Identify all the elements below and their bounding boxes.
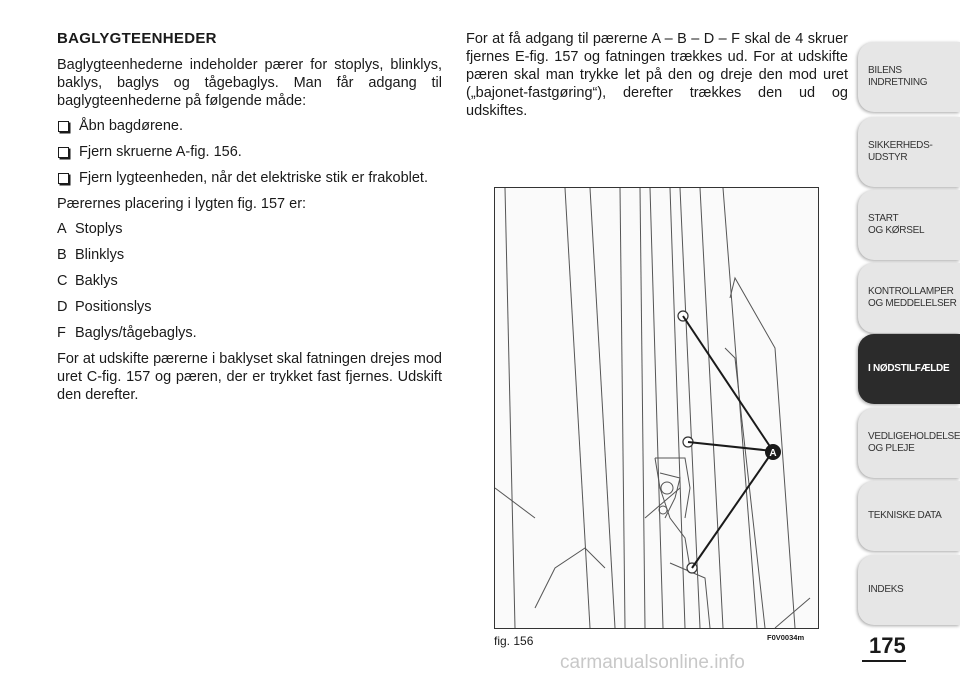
tab-tekniske-data[interactable] bbox=[858, 481, 960, 551]
tab-label-line: I NØDSTILFÆLDE bbox=[868, 363, 950, 374]
callout-label: A bbox=[769, 448, 777, 459]
legend-key: B bbox=[57, 247, 67, 263]
legend-key: D bbox=[57, 299, 68, 315]
tab-indeks[interactable] bbox=[858, 555, 960, 625]
right-column bbox=[466, 30, 848, 120]
legend-label: Positionslys bbox=[75, 299, 152, 315]
tab-label-line: BILENS bbox=[868, 65, 902, 76]
legend-item bbox=[57, 272, 442, 290]
step-text: Fjern skruerne A-fig. 156. bbox=[79, 144, 242, 160]
access-paragraph: For at få adgang til pærerne A – B – D – F skal de 4 skruer fjernes E-fig. 157 og fatningen trækkes ud. For at udskifte pæren skal man trykke let på den og dreje den mod uret („bajonet-fastgøring“), derefter trækkes den ud og udskiftes. bbox=[466, 31, 848, 119]
tab-label-line: VEDLIGEHOLDELSE bbox=[868, 431, 960, 442]
legend-item bbox=[57, 324, 442, 342]
checkbox-bullet-icon bbox=[58, 121, 69, 132]
page-number: 175 bbox=[869, 633, 906, 658]
figure-156-illustration bbox=[494, 187, 819, 629]
placement-intro: Pærernes placering i lygten fig. 157 er: bbox=[57, 196, 307, 212]
watermark: carmanualsonline.info bbox=[560, 652, 745, 673]
tab-sikkerhedsudstyr[interactable] bbox=[858, 117, 960, 187]
tab-label-line: START bbox=[868, 213, 899, 224]
section-heading: BAGLYGTEENHEDER bbox=[57, 30, 217, 47]
intro-paragraph: Baglygteenhederne indeholder pærer for stoplys, blinklys, baklys, baglys og tågebaglys. Man får adgang til baglygteenhederne på følgende måde: bbox=[57, 57, 442, 109]
tab-label-line: INDEKS bbox=[868, 584, 904, 595]
tab-bilens-indretning[interactable] bbox=[858, 42, 960, 112]
legend-label: Baglys/tågebaglys. bbox=[75, 325, 197, 341]
callout-lines bbox=[683, 316, 773, 568]
checkbox-bullet-icon bbox=[58, 147, 69, 158]
tab-label-line: OG MEDDELELSER bbox=[868, 298, 957, 309]
chapter-tabs bbox=[858, 0, 960, 677]
tab-label-line: INDRETNING bbox=[868, 77, 928, 88]
tab-label-line: OG KØRSEL bbox=[868, 225, 925, 236]
legend-label: Stoplys bbox=[75, 221, 123, 237]
step-item bbox=[57, 169, 442, 187]
legend-key: A bbox=[57, 221, 67, 237]
tab-label-line: UDSTYR bbox=[868, 152, 908, 163]
left-column bbox=[57, 30, 442, 411]
tab-kontrollamper[interactable] bbox=[858, 263, 960, 333]
legend-label: Blinklys bbox=[75, 247, 125, 263]
tab-i-nodstilfaelde[interactable] bbox=[858, 334, 960, 404]
step-item bbox=[57, 143, 442, 161]
step-text: Åbn bagdørene. bbox=[79, 118, 183, 134]
legend-item bbox=[57, 220, 442, 238]
door-hinge-drawing bbox=[495, 188, 818, 628]
step-text: Fjern lygteenheden, når det elektriske stik er frakoblet. bbox=[79, 170, 428, 186]
step-item bbox=[57, 117, 442, 135]
legend-key: C bbox=[57, 273, 68, 289]
tab-label-line: SIKKERHEDS- bbox=[868, 140, 933, 151]
tab-label-line: OG PLEJE bbox=[868, 443, 915, 454]
tab-label-line: TEKNISKE DATA bbox=[868, 510, 942, 521]
legend-label: Baklys bbox=[75, 273, 118, 289]
checkbox-bullet-icon bbox=[58, 173, 69, 184]
legend-item bbox=[57, 246, 442, 264]
legend-key: F bbox=[57, 325, 66, 341]
legend-item bbox=[57, 298, 442, 316]
tab-label-line: KONTROLLAMPER bbox=[868, 286, 954, 297]
replace-paragraph: For at udskifte pærerne i baklyset skal fatningen drejes mod uret C-fig. 157 og pæren, der er trykket fast fjernes. Udskift den derefter. bbox=[57, 351, 442, 403]
figure-code: F0V0034m bbox=[767, 633, 805, 642]
tab-start-og-korsel[interactable] bbox=[858, 190, 960, 260]
tab-vedligeholdelse[interactable] bbox=[858, 408, 960, 478]
figure-caption: fig. 156 bbox=[494, 634, 534, 648]
